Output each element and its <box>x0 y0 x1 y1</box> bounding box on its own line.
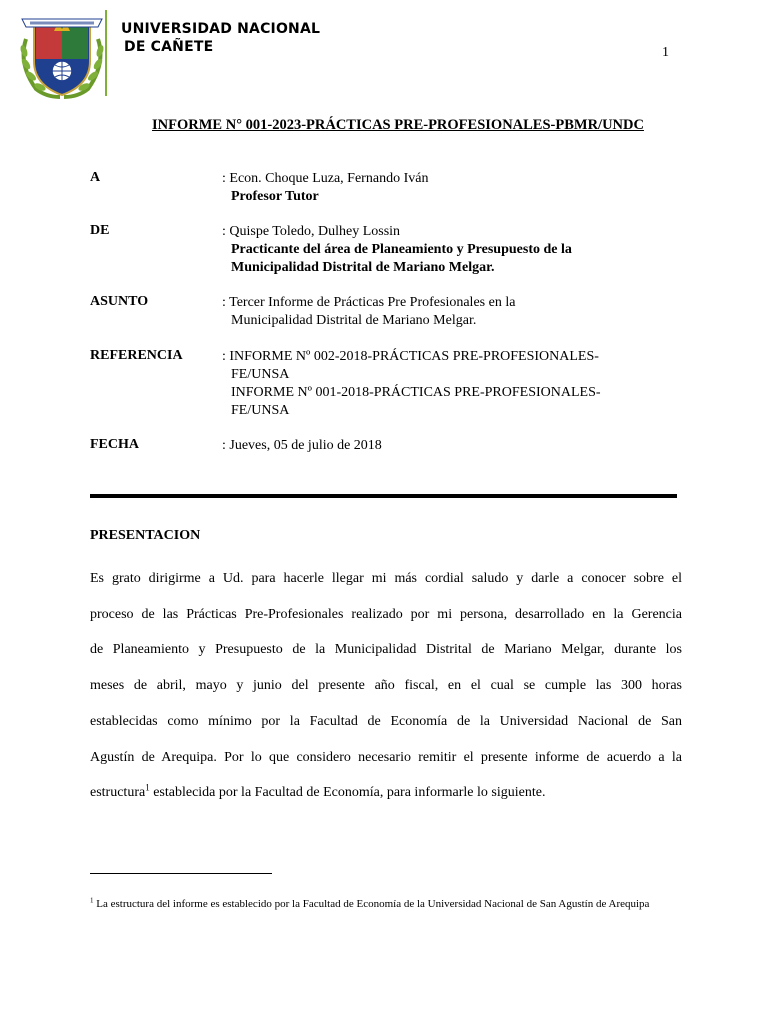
reference-label: REFERENCIA <box>90 348 183 363</box>
university-name-line2: DE CAÑETE <box>124 39 214 55</box>
paragraph-line: meses de abril, mayo y junio del presente año fiscal, en el cual se cumple las 300 horas <box>90 678 682 694</box>
subject-line1: : Tercer Informe de Prácticas Pre Profesionales en la <box>222 295 516 310</box>
header-divider <box>105 10 107 96</box>
footnote <box>90 897 680 912</box>
report-title: INFORME N° 001-2023-PRÁCTICAS PRE-PROFESIONALES-PBMR/UNDC <box>152 117 644 133</box>
date-value: : Jueves, 05 de julio de 2018 <box>222 438 382 453</box>
paragraph-line: Es grato dirigirme a Ud. para hacerle llegar mi más cordial saludo y darle a conocer sobre el <box>90 571 682 586</box>
reference-line4: FE/UNSA <box>231 403 290 418</box>
from-role-line1: Practicante del área de Planeamiento y Presupuesto de la <box>231 242 572 257</box>
presentation-heading: PRESENTACION <box>90 528 201 543</box>
date-label: FECHA <box>90 437 139 452</box>
university-name-line1: UNIVERSIDAD NACIONAL <box>121 21 321 37</box>
presentation-paragraph <box>90 561 682 811</box>
from-name: : Quispe Toledo, Dulhey Lossin <box>222 224 401 239</box>
from-role-line2: Municipalidad Distrital de Mariano Melgar. <box>231 260 495 275</box>
university-name <box>121 20 320 56</box>
paragraph-line: de Planeamiento y Presupuesto de la Municipalidad Distrital de Mariano Melgar, durante los <box>90 642 682 658</box>
paragraph-line: establecidas como mínimo por la Facultad de Economía de la Universidad Nacional de San <box>90 713 682 729</box>
reference-line2: FE/UNSA <box>231 367 290 382</box>
to-label: A <box>90 170 101 185</box>
paragraph-line: Agustín de Arequipa. Por lo que considero necesario remitir el presente informe de acuerdo a la <box>90 749 682 765</box>
university-crest-icon <box>16 9 108 101</box>
footnote-reference[interactable]: 1 <box>145 782 150 793</box>
paragraph-last-line-start: estructura <box>90 785 146 801</box>
paragraph-last-line <box>90 775 682 811</box>
university-logo <box>16 9 108 101</box>
page-number: 1 <box>662 45 669 60</box>
to-name: : Econ. Choque Luza, Fernando Iván <box>222 171 429 186</box>
subject-line2: Municipalidad Distrital de Mariano Melgar. <box>231 313 477 328</box>
footnote-text: La estructura del informe es establecido por la Facultad de Economía de la Universidad Nacional de San Agustín de Arequipa <box>93 898 650 910</box>
paragraph-last-line-end: establecida por la Facultad de Economía, para informarle lo siguiente. <box>149 785 546 801</box>
footnote-separator <box>90 873 272 874</box>
paragraph-line: proceso de las Prácticas Pre-Profesionales realizado por mi persona, desarrollado en la Gerencia <box>90 606 682 622</box>
section-divider <box>90 494 677 498</box>
reference-line3: INFORME Nº 001-2018-PRÁCTICAS PRE-PROFESIONALES- <box>231 385 601 400</box>
footnote-mark: 1 <box>90 896 94 905</box>
reference-line1: : INFORME Nº 002-2018-PRÁCTICAS PRE-PROFESIONALES- <box>222 349 599 364</box>
to-role: Profesor Tutor <box>231 189 319 204</box>
subject-label: ASUNTO <box>90 294 149 309</box>
from-label: DE <box>90 223 110 238</box>
